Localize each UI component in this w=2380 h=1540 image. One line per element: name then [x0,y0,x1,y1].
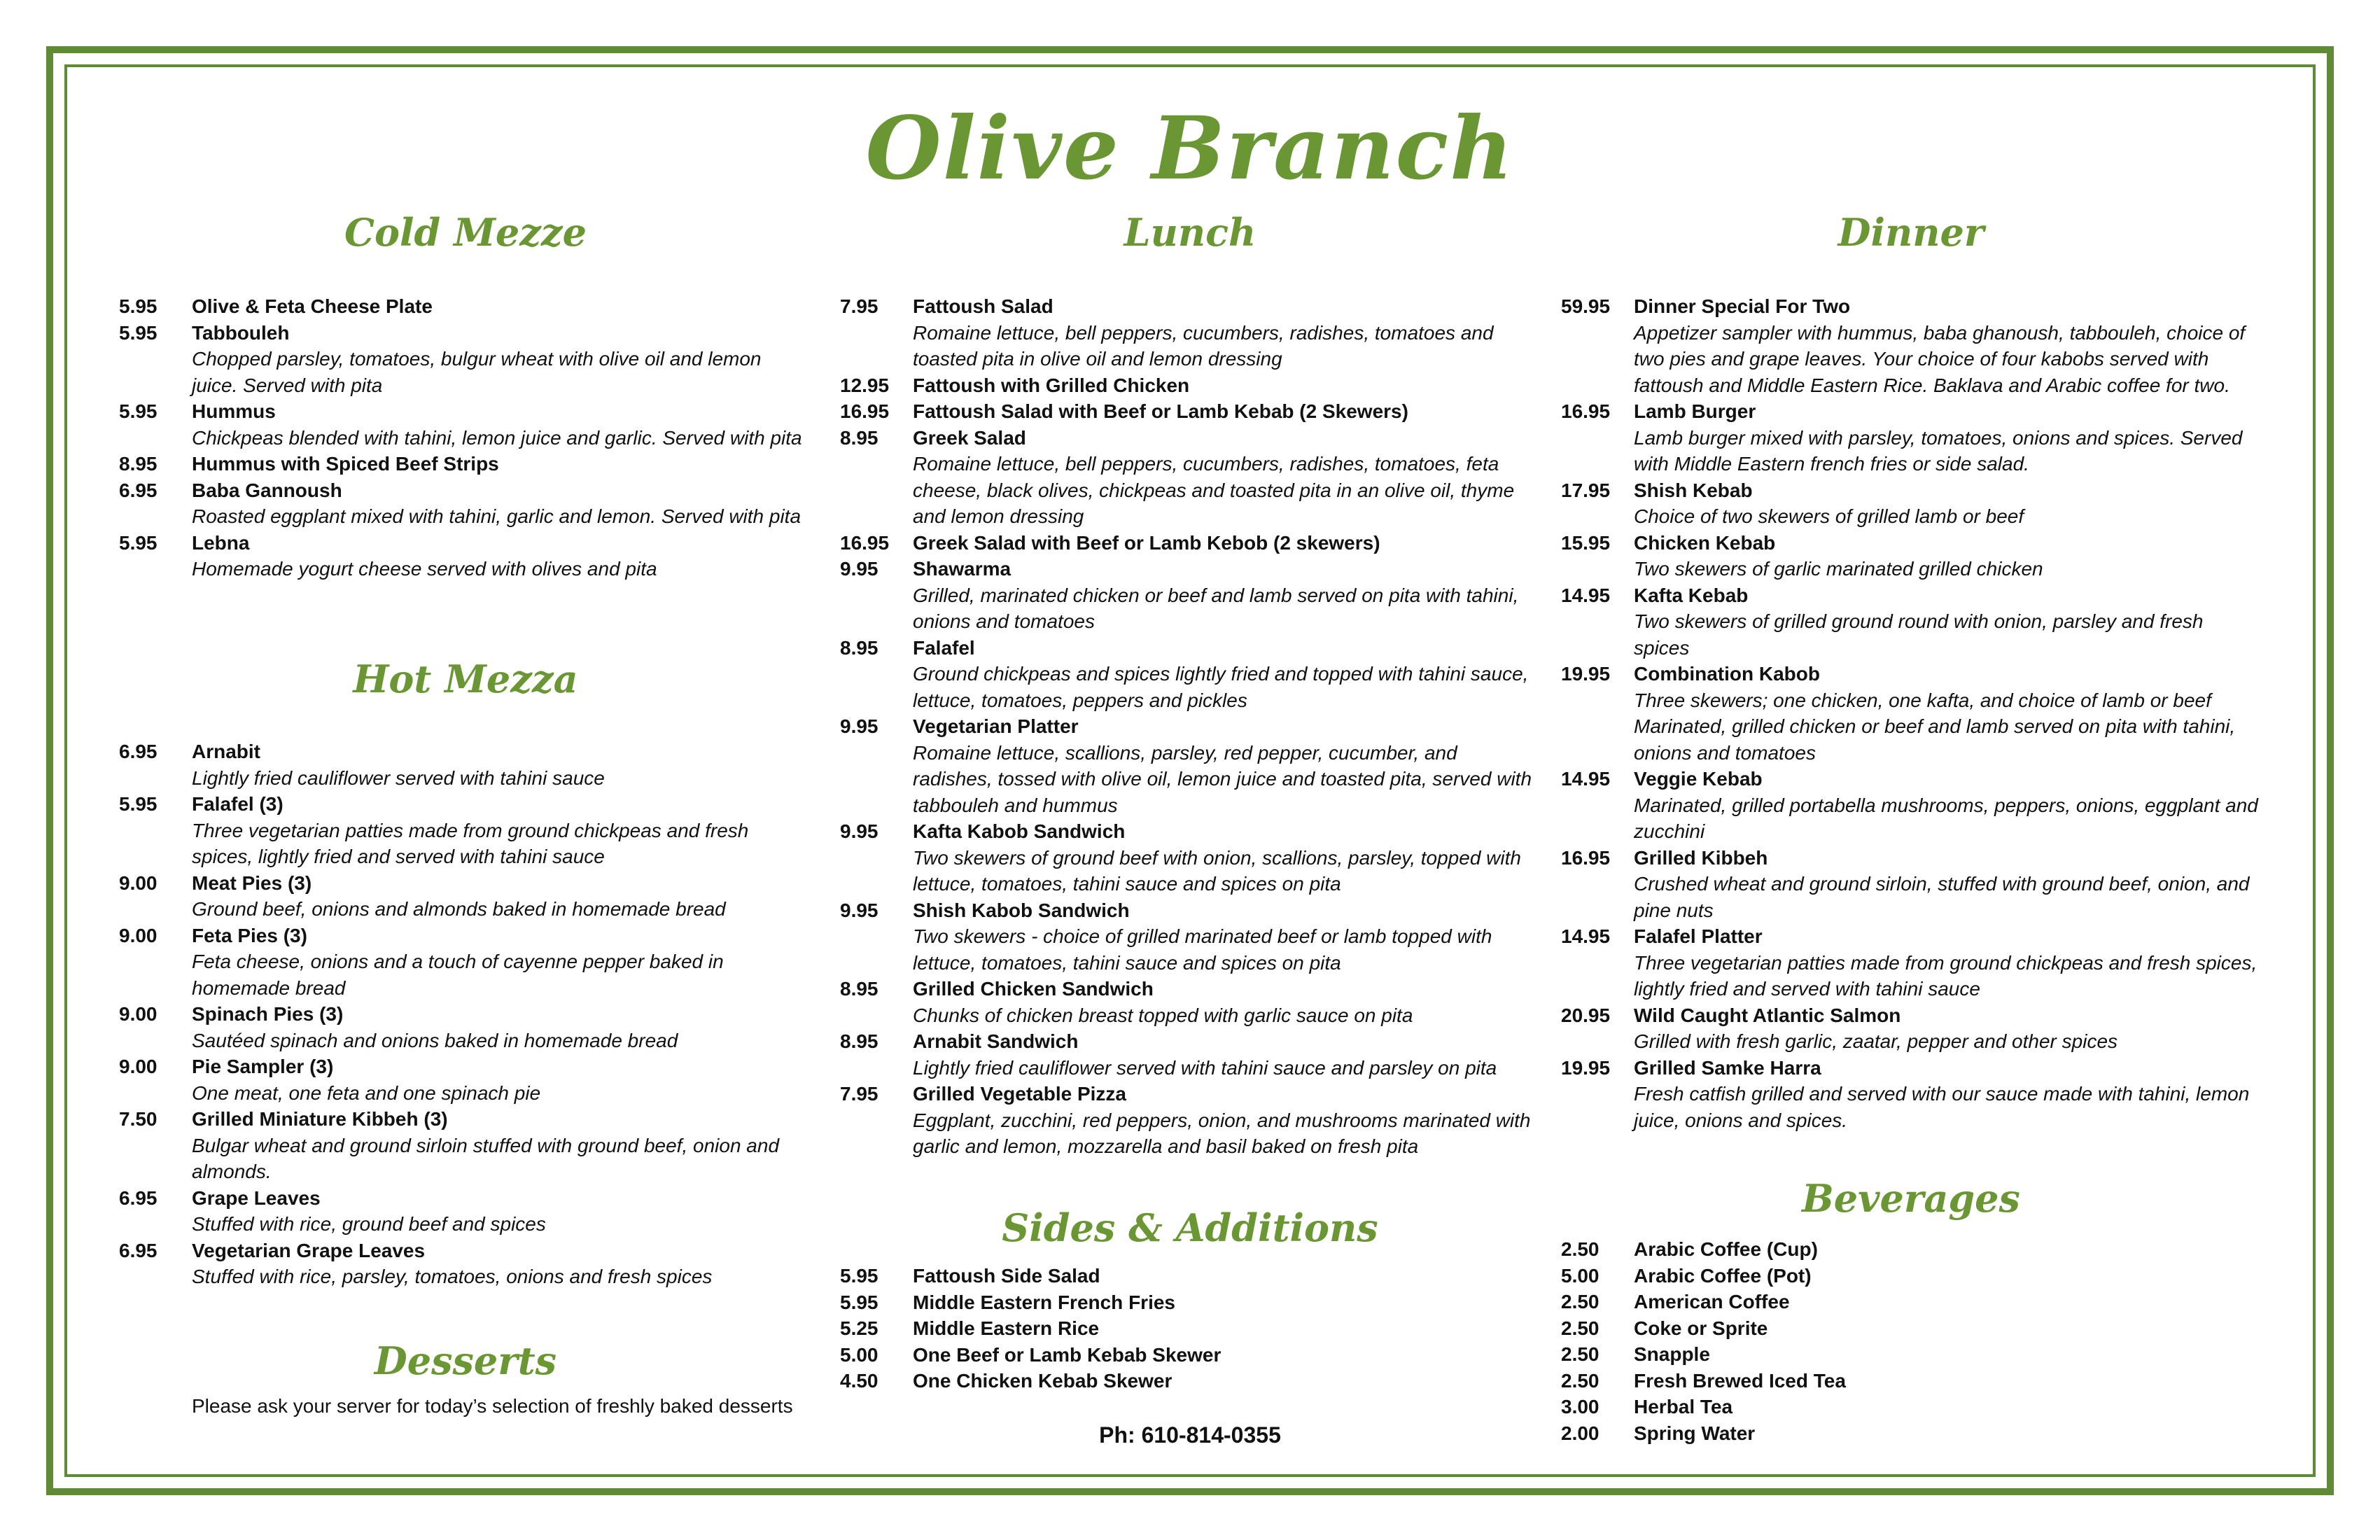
menu-item-name: Grape Leaves [192,1186,321,1209]
menu-item [840,1315,1540,1342]
menu-item-price: 7.95 [840,1083,878,1105]
menu-item-price: 17.95 [1561,479,1611,501]
menu-item-name: Feta Pies (3) [192,924,307,946]
menu-item-price: 6.95 [119,1186,158,1209]
menu-item-price: 9.00 [119,872,158,894]
menu-item-price: 8.95 [840,426,878,449]
menu-item-price: 14.95 [1561,584,1611,606]
menu-item-price: 5.00 [840,1343,878,1366]
menu-item-price: 16.95 [840,531,890,554]
menu-item-description: Chunks of chicken breast topped with garlic sauce on pita [913,1004,1413,1026]
menu-item-price: 7.50 [119,1108,158,1130]
menu-item [1561,1236,2261,1263]
menu-item [1561,1420,2261,1447]
menu-item [1561,1368,2261,1394]
menu-item-name: Combination Kabob [1634,663,1820,685]
menu-item-name: Lamb Burger [1634,400,1756,422]
menu-item-description: Lightly fried cauliflower served with tahini sauce [192,766,605,789]
menu-item [840,425,1540,530]
menu-item-price: 9.95 [840,558,878,580]
menu-item-name: Baba Gannoush [192,479,342,501]
menu-item-price: 14.95 [1561,925,1611,947]
menu-item-name: Spring Water [1634,1422,1756,1444]
menu-item-name: Fattoush Salad with Beef or Lamb Kebab (2 Skewers) [913,400,1408,422]
menu-item-description: Grilled with fresh garlic, zaatar, pepper and other spices [1634,1030,2118,1052]
menu-item [1561,1341,2261,1368]
menu-item [119,923,812,1002]
menu-item-price: 6.95 [119,741,158,762]
menu-item-description: Crushed wheat and ground sirloin, stuffed with ground beef, onion, and pine nuts [1634,873,2250,921]
menu-item-description: Two skewers of ground beef with onion, scallions, parsley, topped with lettuce, tomatoes, tahini sauce and spices on pita [913,846,1521,895]
menu-item [119,1054,812,1106]
menu-item-name: Grilled Chicken Sandwich [913,978,1154,1000]
beverages-list [1561,1236,2261,1446]
menu-item-name: Wild Caught Atlantic Salmon [1634,1004,1901,1026]
menu-item-name: Vegetarian Platter [913,715,1079,737]
menu-item [119,1185,812,1238]
menu-item [840,713,1540,818]
menu-item-name: Grilled Kibbeh [1634,846,1768,869]
menu-item-price: 9.95 [840,899,878,921]
desserts-note: Please ask your server for today’s selection of freshly baked desserts [192,1395,793,1417]
menu-item-name: Coke or Sprite [1634,1317,1768,1339]
menu-item [119,1106,812,1185]
menu-item-price: 14.95 [1561,768,1611,790]
menu-item-description: Chickpeas blended with tahini, lemon juice and garlic. Served with pita [192,426,802,449]
menu-item [1561,530,2261,582]
menu-item-name: Tabbouleh [192,321,290,344]
menu-item [1561,923,2261,1002]
menu-item-price: 9.00 [119,1056,158,1077]
menu-item [840,556,1540,635]
menu-item-price: 8.95 [840,978,878,1000]
menu-item [840,897,1540,976]
menu-item [119,738,812,791]
menu-item-description: Feta cheese, onions and a touch of cayenne pepper baked in homemade bread [192,951,724,999]
menu-item-name: Olive & Feta Cheese Plate [192,295,433,317]
menu-item-name: Fresh Brewed Iced Tea [1634,1369,1846,1392]
dinner-heading: Dinner [1837,210,1984,255]
menu-item-price: 5.95 [119,321,158,344]
menu-item-price: 7.95 [840,295,878,317]
menu-item [1561,661,2261,766]
menu-item [119,870,812,923]
menu-item [1561,1394,2261,1420]
menu-item-name: Pie Sampler (3) [192,1056,334,1077]
sides-list [840,1263,1540,1394]
menu-item-price: 4.50 [840,1370,878,1392]
menu-item-name: Arabic Coffee (Pot) [1634,1264,1812,1287]
menu-item-price: 6.95 [119,479,158,501]
menu-item-description: Homemade yogurt cheese served with olives and pita [192,558,657,580]
menu-item [119,530,812,582]
menu-item [1561,398,2261,477]
phone-number: Ph: 610-814-0355 [1099,1422,1281,1448]
menu-item [119,791,812,870]
menu-item-description: Two skewers - choice of grilled marinated beef or lamb topped with lettuce, tomatoes, tahini sauce and spices on pita [913,925,1492,974]
menu-item [840,976,1540,1028]
cold-mezze-list [119,293,812,582]
menu-item-name: Spinach Pies (3) [192,1003,344,1025]
menu-item-description: Appetizer sampler with hummus, baba ghanoush, tabbouleh, choice of two pies and grape leaves. Your choice of four kabobs served with fattoush and Middle Eastern Rice. Baklava and Arabic coffee for two. [1634,321,2246,396]
menu-item-name: Kafta Kabob Sandwich [913,820,1126,842]
menu-item-name: Greek Salad [913,426,1026,449]
menu-item-name: American Coffee [1634,1291,1790,1312]
menu-item-price: 5.95 [119,295,158,317]
menu-item-name: Middle Eastern Rice [913,1317,1100,1339]
menu-item-name: Grilled Samke Harra [1634,1056,1821,1079]
menu-item [1561,1315,2261,1342]
menu-item-price: 16.95 [1561,400,1611,422]
restaurant-title: Olive Branch [865,98,1515,200]
menu-item-name: Fattoush with Grilled Chicken [913,374,1190,396]
menu-item [1561,293,2261,398]
menu-item [840,635,1540,714]
menu-item-price: 8.95 [840,636,878,659]
menu-item-price: 8.95 [840,1030,878,1052]
menu-item-price: 6.95 [119,1239,158,1261]
menu-item [840,818,1540,897]
menu-item [119,1001,812,1054]
lunch-list [840,293,1540,1160]
menu-item-description: Romaine lettuce, bell peppers, cucumbers, radishes, tomatoes, feta cheese, black olives, chickpeas and toasted pita in an olive oil, thyme and lemon dressing [913,453,1515,527]
menu-item [119,320,812,399]
menu-item [1561,845,2261,924]
menu-item-description: Romaine lettuce, scallions, parsley, red pepper, cucumber, and radishes, tossed with olive oil, lemon juice and toasted pita, served with tabbouleh and hummus [913,741,1532,816]
menu-item-price: 2.50 [1561,1317,1600,1339]
menu-item-price: 5.25 [840,1317,878,1339]
menu-item-name: Meat Pies (3) [192,872,312,894]
menu-item-price: 8.95 [119,453,158,475]
menu-item-price: 15.95 [1561,531,1611,554]
menu-item-name: Falafel [913,636,975,659]
sides-heading: Sides & Additions [1002,1205,1378,1250]
menu-item-description: Ground beef, onions and almonds baked in homemade bread [192,898,726,920]
menu-item-name: Grilled Vegetable Pizza [913,1083,1127,1105]
menu-item [840,293,1540,372]
menu-item-description: Roasted eggplant mixed with tahini, garlic and lemon. Served with pita [192,505,802,527]
desserts-heading: Desserts [374,1338,557,1383]
menu-item-price: 2.50 [1561,1238,1600,1260]
menu-item [840,372,1540,399]
beverages-heading: Beverages [1802,1176,2020,1221]
menu-item-description: Two skewers of garlic marinated grilled chicken [1634,558,2043,580]
menu-item [840,1368,1540,1394]
menu-item-price: 2.50 [1561,1343,1600,1365]
menu-item-name: Shawarma [913,558,1011,580]
menu-item-name: Kafta Kebab [1634,584,1749,606]
menu-item-description: Three skewers; one chicken, one kafta, and choice of lamb or beef Marinated, grilled chicken or beef and lamb served on pita with tahini, onions and tomatoes [1634,689,2236,764]
menu-item [840,530,1540,556]
menu-item-name: Greek Salad with Beef or Lamb Kebob (2 skewers) [913,531,1380,554]
menu-item [119,477,812,530]
menu-item-price: 5.95 [119,400,158,422]
menu-item [840,398,1540,425]
menu-item-price: 9.00 [119,924,158,946]
menu-item [119,451,812,477]
menu-item-description: Romaine lettuce, bell peppers, cucumbers, radishes, tomatoes and toasted pita in olive oil and lemon dressing [913,321,1494,370]
menu-item [840,1263,1540,1289]
menu-item-price: 5.95 [119,531,158,554]
menu-item-description: Chopped parsley, tomatoes, bulgur wheat with olive oil and lemon juice. Served with pita [192,348,762,396]
menu-item [1561,1002,2261,1055]
menu-item-name: Herbal Tea [1634,1396,1733,1418]
menu-item-description: Lightly fried cauliflower served with tahini sauce and parsley on pita [913,1056,1497,1079]
lunch-heading: Lunch [1124,210,1256,255]
menu-item-name: Shish Kabob Sandwich [913,899,1130,921]
menu-item-name: Falafel (3) [192,793,284,815]
menu-item-price: 5.95 [840,1291,878,1313]
menu-item [1561,1055,2261,1134]
menu-item [119,1238,812,1290]
menu-item-name: Falafel Platter [1634,925,1763,947]
menu-item-name: Lebna [192,531,250,554]
menu-item-description: Bulgar wheat and ground sirloin stuffed with ground beef, onion and almonds. [192,1134,780,1182]
menu-item-name: Veggie Kebab [1634,768,1763,790]
menu-item-name: Arnabit [192,741,260,762]
menu-item-price: 16.95 [1561,846,1611,869]
menu-item-price: 12.95 [840,374,890,396]
menu-item-name: Fattoush Salad [913,295,1054,317]
menu-item-price: 19.95 [1561,1056,1611,1079]
menu-item [119,293,812,320]
menu-item [1561,582,2261,662]
menu-item-description: Ground chickpeas and spices lightly fried and topped with tahini sauce, lettuce, tomatoes, peppers and pickles [913,663,1529,711]
menu-item [840,1342,1540,1368]
menu-item-price: 3.00 [1561,1396,1600,1418]
menu-item-price: 9.95 [840,715,878,737]
hot-mezza-list [119,738,812,1290]
menu-item-name: Grilled Miniature Kibbeh (3) [192,1108,448,1130]
cold-mezze-heading: Cold Mezze [344,210,587,255]
menu-item-name: Shish Kebab [1634,479,1753,501]
menu-item-description: Eggplant, zucchini, red peppers, onion, and mushrooms marinated with garlic and lemon, mozzarella and basil baked on fresh pita [913,1109,1531,1157]
menu-item-price: 5.95 [840,1265,878,1287]
menu-item-description: Three vegetarian patties made from ground chickpeas and fresh spices, lightly fried and served with tahini sauce [192,819,749,867]
menu-item-name: One Beef or Lamb Kebab Skewer [913,1343,1222,1366]
menu-item-name: Vegetarian Grape Leaves [192,1239,426,1261]
menu-item-price: 9.95 [840,820,878,842]
menu-item-description: Choice of two skewers of grilled lamb or beef [1634,505,2024,527]
menu-item-description: Three vegetarian patties made from ground chickpeas and fresh spices, lightly fried and served with tahini sauce [1634,951,2258,1000]
menu-item-name: Middle Eastern French Fries [913,1291,1175,1313]
menu-item-description: Sautéed spinach and onions baked in homemade bread [192,1029,678,1051]
menu-item [119,398,812,451]
menu-item [840,1028,1540,1081]
menu-item-description: Two skewers of grilled ground round with onion, parsley and fresh spices [1634,610,2204,659]
menu-item [840,1289,1540,1316]
menu-item [1561,1263,2261,1289]
menu-item [840,1081,1540,1160]
hot-mezza-heading: Hot Mezza [353,657,578,701]
menu-item-name: Hummus with Spiced Beef Strips [192,453,499,475]
menu-item-description: One meat, one feta and one spinach pie [192,1082,541,1104]
menu-item-description: Stuffed with rice, parsley, tomatoes, onions and fresh spices [192,1266,713,1287]
menu-item [1561,477,2261,530]
menu-item-name: Arnabit Sandwich [913,1030,1079,1052]
dinner-list [1561,293,2261,1133]
menu-item-name: Chicken Kebab [1634,531,1776,554]
menu-item-description: Fresh catfish grilled and served with our sauce made with tahini, lemon juice, onions and spices. [1634,1083,2250,1131]
menu-item-description: Stuffed with rice, ground beef and spices [192,1213,546,1235]
menu-item-price: 2.50 [1561,1369,1600,1392]
menu-item-name: Snapple [1634,1343,1710,1365]
menu-item-name: Hummus [192,400,276,422]
menu-item-name: Dinner Special For Two [1634,295,1851,317]
menu-item-description: Marinated, grilled portabella mushrooms, peppers, onions, eggplant and zucchini [1634,794,2258,842]
menu-item-price: 59.95 [1561,295,1611,317]
menu-item [1561,766,2261,845]
menu-item-description: Grilled, marinated chicken or beef and lamb served on pita with tahini, onions and tomatoes [913,584,1519,632]
menu-item-name: Arabic Coffee (Cup) [1634,1238,1818,1260]
menu-item [1561,1289,2261,1315]
menu-item-price: 5.00 [1561,1264,1600,1287]
menu-item-price: 2.00 [1561,1422,1600,1444]
menu-item-price: 19.95 [1561,663,1611,685]
menu-item-description: Lamb burger mixed with parsley, tomatoes, onions and spices. Served with Middle Eastern french fries or side salad. [1634,426,2243,475]
menu-item-name: One Chicken Kebab Skewer [913,1370,1172,1392]
menu-item-price: 5.95 [119,793,158,815]
menu-item-price: 2.50 [1561,1291,1600,1312]
menu-item-price: 20.95 [1561,1004,1611,1026]
menu-item-price: 16.95 [840,400,890,422]
menu-item-name: Fattoush Side Salad [913,1265,1100,1287]
menu-item-price: 9.00 [119,1003,158,1025]
